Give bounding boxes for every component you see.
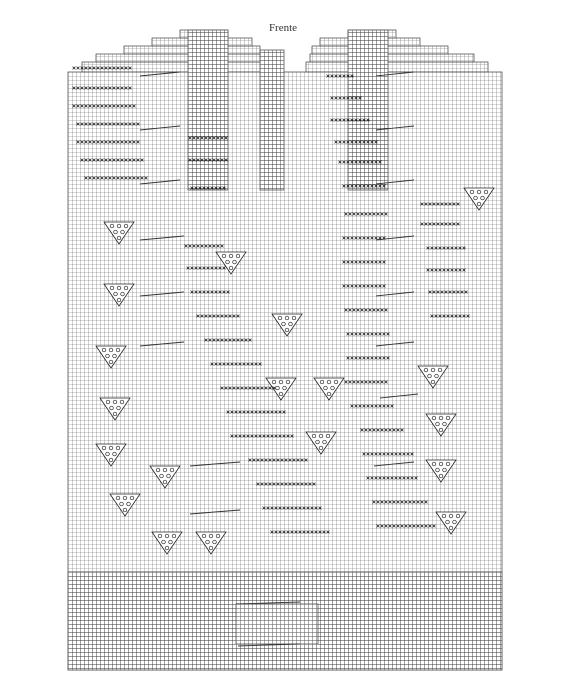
stitch-grid <box>68 30 502 670</box>
center-column-left <box>188 30 228 190</box>
chart-region-9 <box>306 62 488 72</box>
center-column-right <box>348 30 388 190</box>
chart-region-3 <box>96 54 260 62</box>
chart-title: Frente <box>268 22 298 34</box>
ribbing-center-panel <box>236 604 318 644</box>
chart-region-8 <box>310 54 474 62</box>
neck-column <box>260 50 284 190</box>
